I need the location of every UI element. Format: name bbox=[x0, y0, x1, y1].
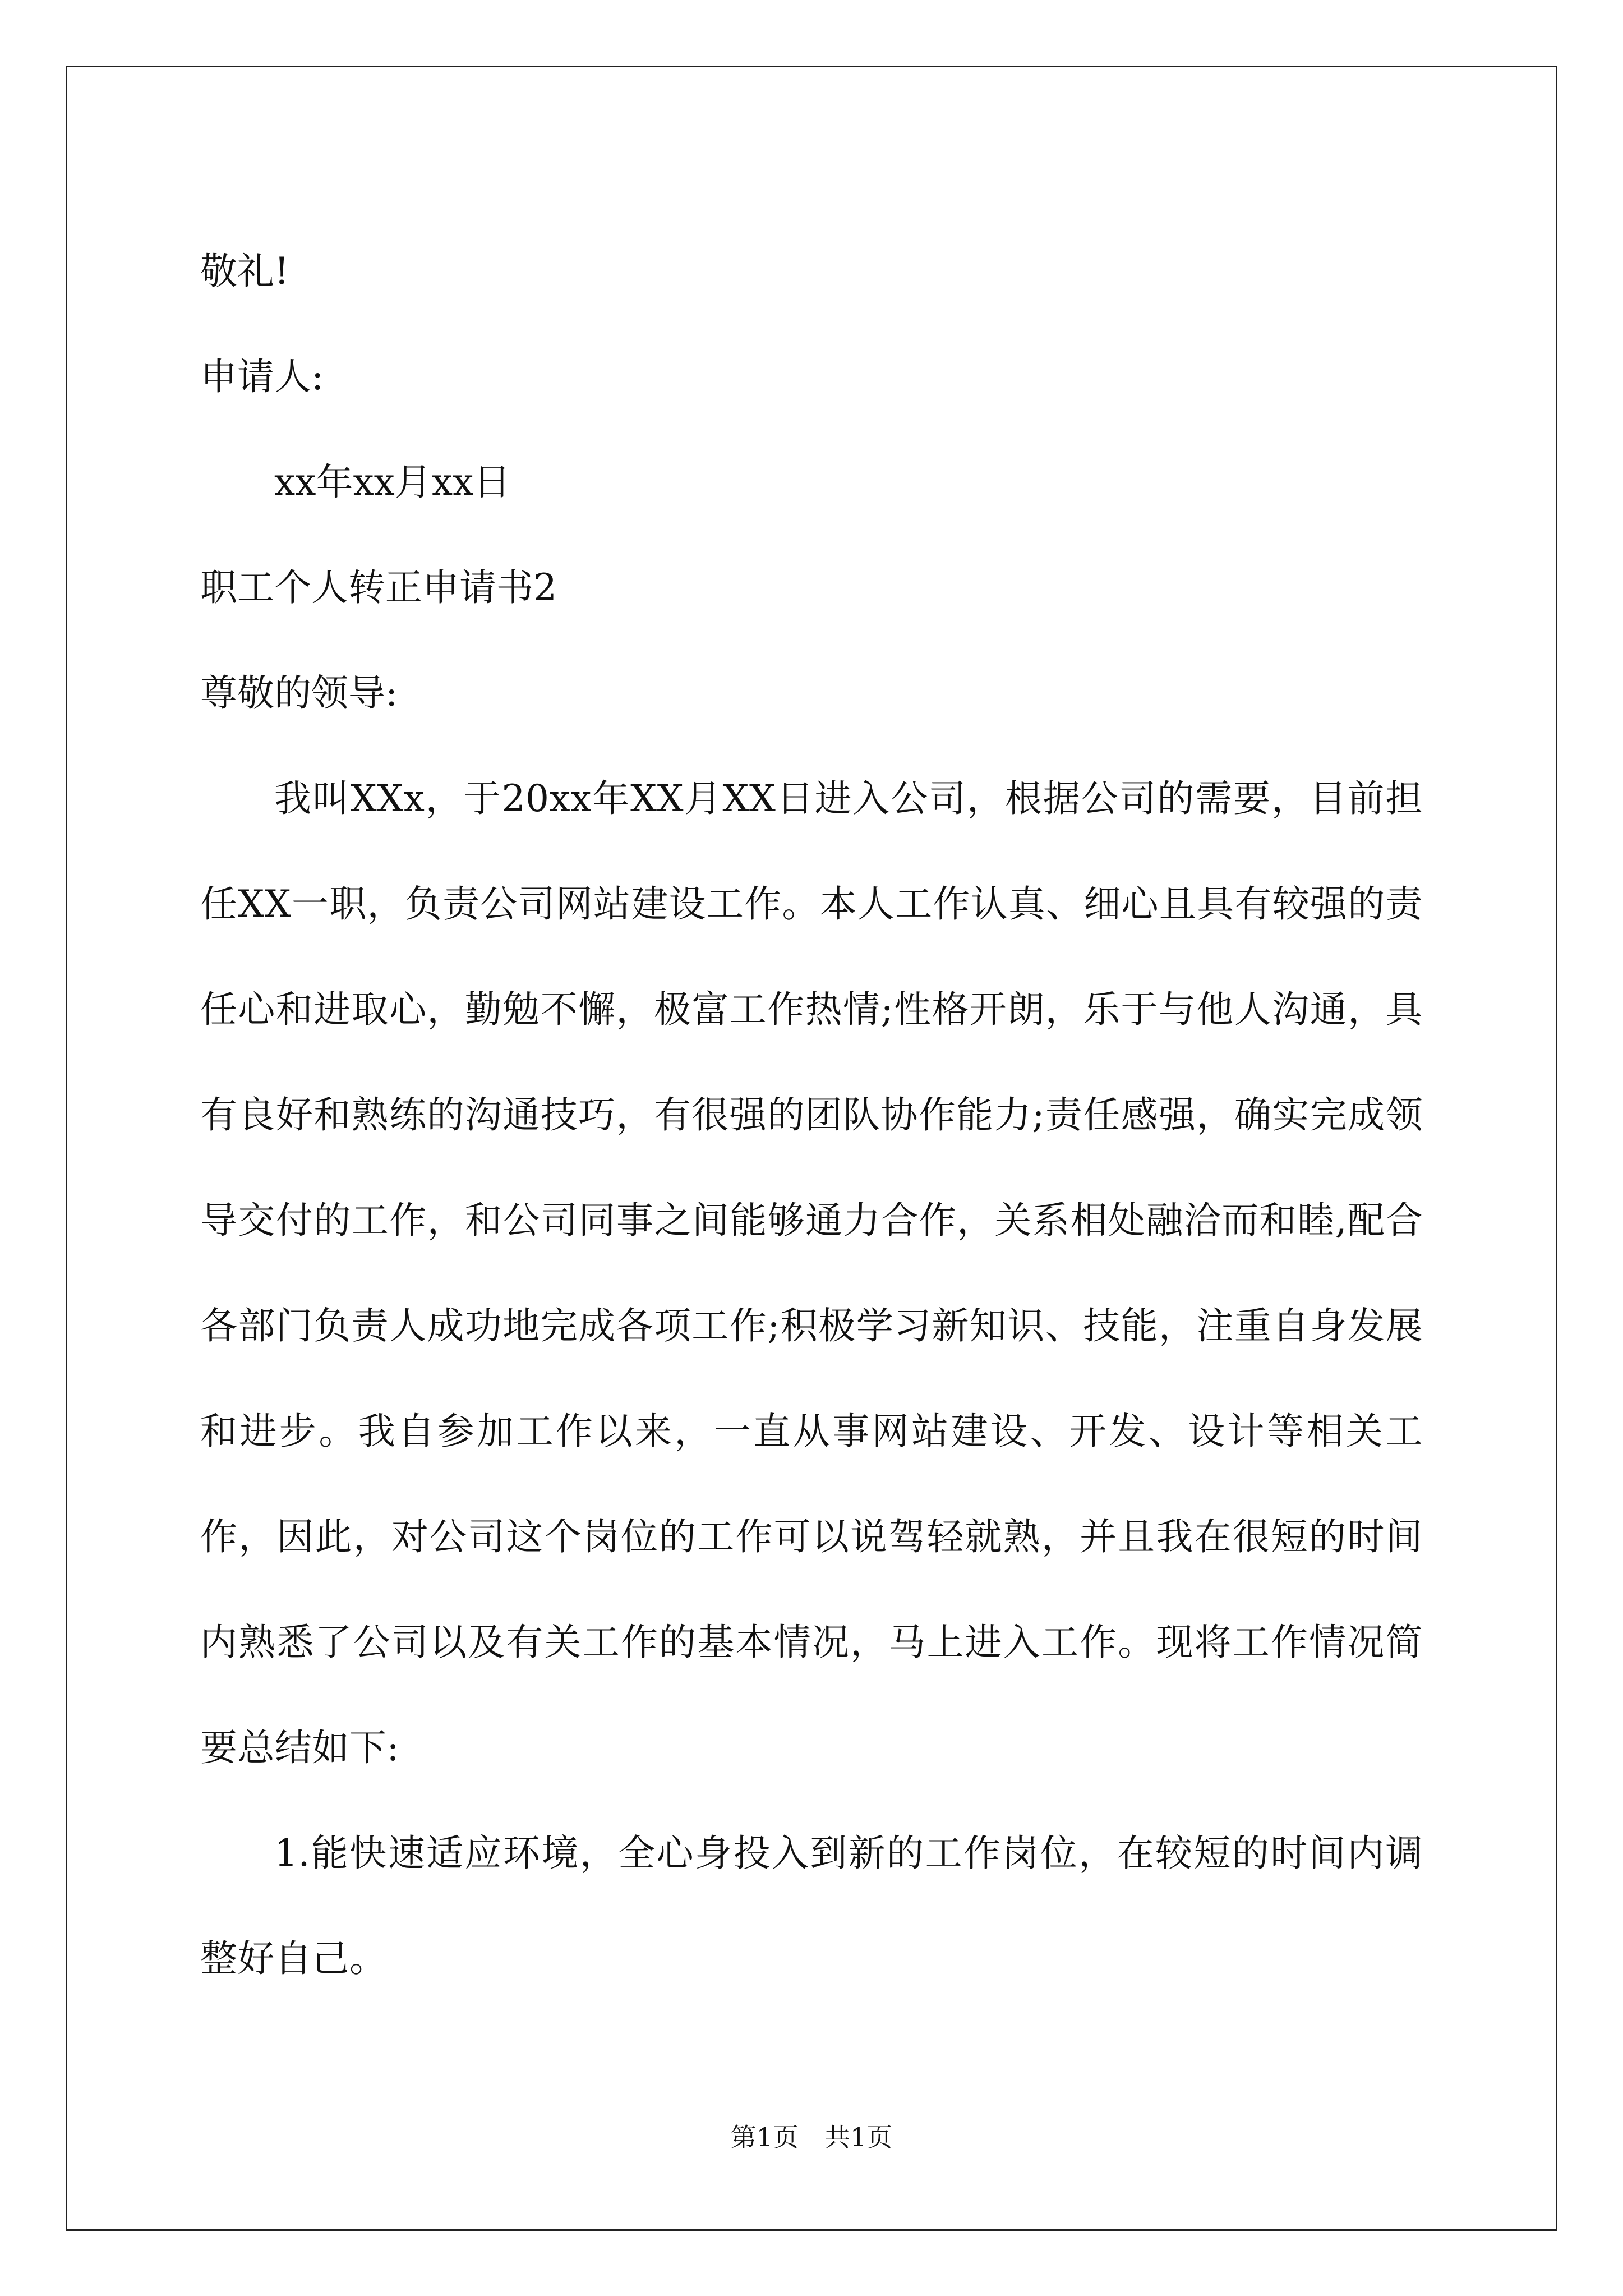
section-title: 职工个人转正申请书2 bbox=[200, 566, 557, 609]
body-paragraph-1: 我叫XXx，于20xx年XX月XX日进入公司，根据公司的需要，目前担任XX一职，负责公司网站建设工作。本人工作认真、细心且具有较强的责任心和进取心，勤勉不懈，极富工作热情;性格开朗，乐于与他人沟通，具有良好和熟练的沟通技巧，有很强的团队协作能力;责任感强，确实完成领导交付的工作，和公司同事之间能够通力合作，关系相处融洽而和睦,配合各部门负责人成功地完成各项工作;积极学习新知识、技能，注重自身发展和进步。我自参加工作以来，一直从事网站建设、开发、设计等相关工作，因此，对公司这个岗位的工作可以说驾轻就熟，并且我在很短的时间内熟悉了公司以及有关工作的基本情况，马上进入工作。现将工作情况简要总结如下: bbox=[200, 777, 1423, 1769]
body-paragraph-2: 1.能快速适应环境，全心身投入到新的工作岗位，在较短的时间内调整好自己。 bbox=[200, 1832, 1423, 1980]
document-body bbox=[200, 219, 1423, 2012]
date-line: xx年xx月xx日 bbox=[274, 461, 511, 504]
applicant-label: 申请人: bbox=[200, 355, 324, 398]
closing-line: 敬礼! bbox=[200, 250, 289, 293]
salutation: 尊敬的领导: bbox=[200, 671, 398, 715]
page-footer: 第1页 共1页 bbox=[730, 2122, 893, 2152]
